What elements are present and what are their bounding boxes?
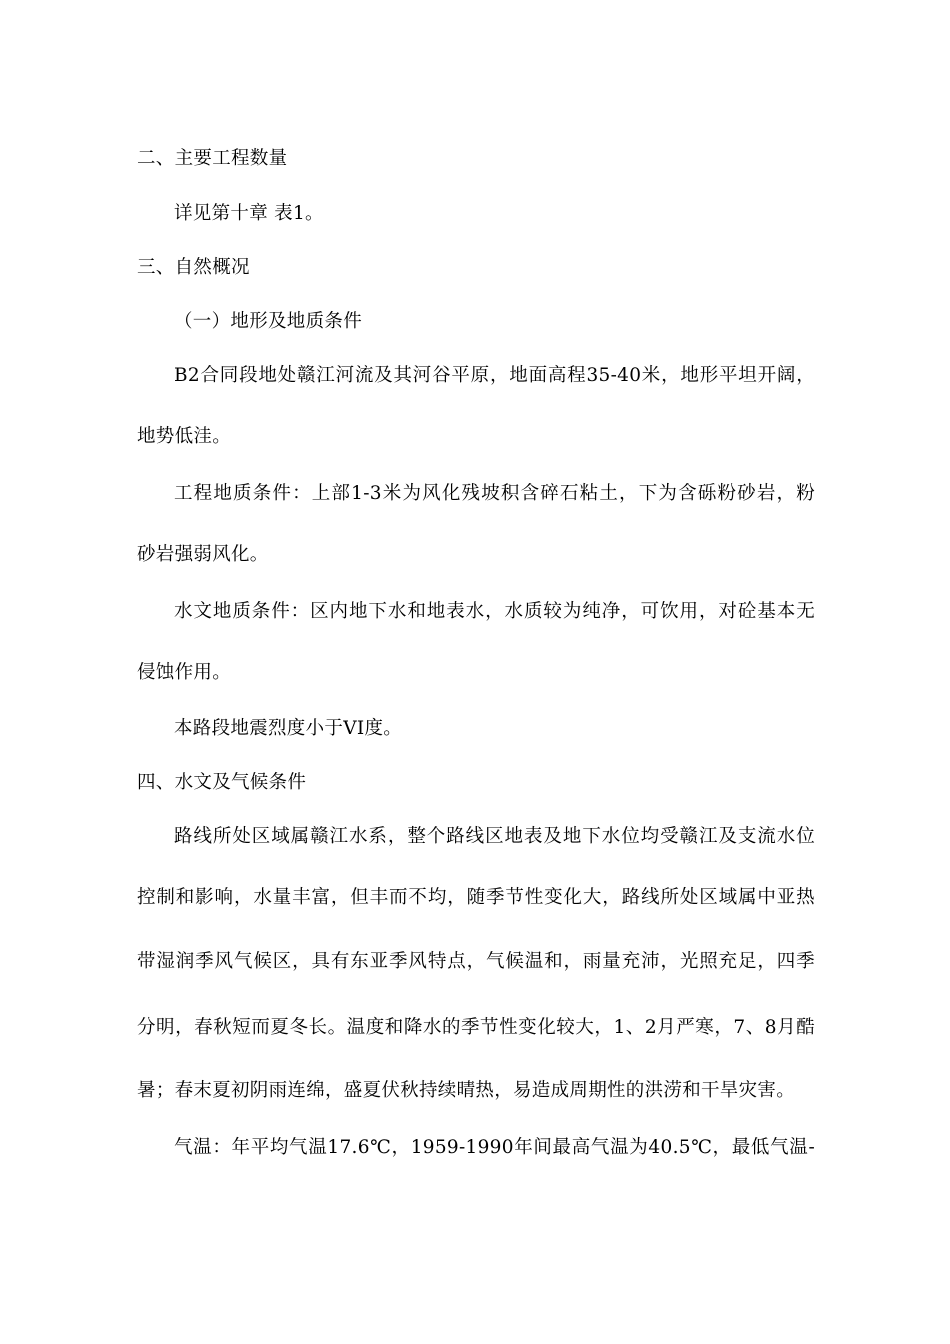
paragraph-engineering-geology-line-1: 工程地质条件：上部1-3米为风化残坡积含碎石粘土，下为含砾粉砂岩，粉 [174,483,815,504]
paragraph-climate-line-3: 带湿润季风气候区，具有东亚季风特点，气候温和，雨量充沛，光照充足，四季 [137,951,815,972]
paragraph-seismic-intensity: 本路段地震烈度小于VI度。 [174,718,403,739]
paragraph-climate-line-5: 暑；春末夏初阴雨连绵，盛夏伏秋持续晴热，易造成周期性的洪涝和干旱灾害。 [137,1080,796,1101]
section-heading-main-quantities: 二、主要工程数量 [137,148,288,169]
paragraph-climate-line-2: 控制和影响，水量丰富，但丰而不均，随季节性变化大，路线所处区域属中亚热 [137,887,815,908]
paragraph-engineering-geology-line-2: 砂岩强弱风化。 [137,544,269,565]
paragraph-climate-line-1: 路线所处区域属赣江水系，整个路线区地表及地下水位均受赣江及支流水位 [174,826,815,847]
paragraph-terrain-line-2: 地势低洼。 [137,426,232,447]
paragraph-quantities-reference: 详见第十章 表1。 [174,203,324,224]
paragraph-temperature-line-1: 气温：年平均气温17.6℃，1959-1990年间最高气温为40.5℃，最低气温- [174,1137,815,1158]
section-heading-hydrology-climate: 四、水文及气候条件 [137,772,307,793]
section-heading-natural-overview: 三、自然概况 [137,257,250,278]
paragraph-hydrogeology-line-2: 侵蚀作用。 [137,662,232,683]
paragraph-climate-line-4: 分明，春秋短而夏冬长。温度和降水的季节性变化较大，1、2月严寒，7、8月酷 [137,1017,815,1038]
paragraph-hydrogeology-line-1: 水文地质条件：区内地下水和地表水，水质较为纯净，可饮用，对砼基本无 [174,601,815,622]
paragraph-terrain-line-1: B2合同段地处赣江河流及其河谷平原，地面高程35-40米，地形平坦开阔， [174,365,815,386]
subsection-heading-terrain-geology: （一）地形及地质条件 [174,311,363,332]
